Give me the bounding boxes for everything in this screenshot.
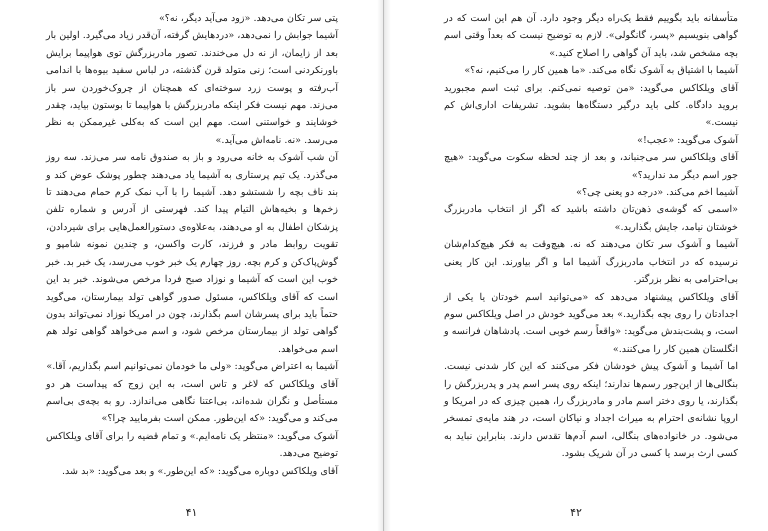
paragraph: آقای ویلکاکس سر می‌جنباند، و بعد از چند لحظه سکوت می‌گوید: «هیچ جور اسم دیگر مد ندارید؟» — [444, 152, 738, 181]
paragraph: آشوک می‌گوید: «منتظر یک نامه‌ایم.» و تمام قضیه را برای آقای ویلکاکس توضیح می‌دهد. — [46, 430, 338, 460]
paragraph: آشیما و آشوک سر تکان می‌دهند که نه. هیچ‌وقت به فکر هیچ‌کدام‌شان نرسیده که در انتخاب مادربزرگ آشیما اما و اگر بیاورند. این کار یعنی بی‌احترامی به نظر بزرگتر. — [444, 239, 738, 286]
paragraph: «اسمی که گوشه‌ی ذهن‌تان داشته باشید که اگر از انتخاب مادربزرگ خوشتان نیامد، جایش بگذارید.» — [444, 204, 738, 233]
page-number: ۴۱ — [185, 506, 198, 519]
paragraph: آشیما با اشتیاق به آشوک نگاه می‌کند. «ما همین کار را می‌کنیم، نه؟» — [464, 65, 738, 77]
paragraph: اما آشیما و آشوک پیش خودشان فکر می‌کنند که این کار شدنی نیست. بنگالی‌ها از این‌جور رسم‌ها ندارند؛ اینکه روی پسر اسم پدر و پدربزرگش را بگذارند، یا روی دختر اسم مادر و مادربزرگ را، همین چیزی که در امریکا و اروپا نشانه‌ی احترام به میراث اجداد و نیاکان است، در هند مایه‌ی تمسخر می‌شود. در خانواده‌های بنگالی، اسم آدم‌ها تقدس دارند. بنابراین نباید به کسی ارث برسد یا کسی در آن شریک بشود. — [444, 361, 738, 460]
paragraph: آشوک می‌گوید: «عجب!» — [637, 134, 738, 146]
right-page-text — [444, 10, 738, 463]
left-page-text — [46, 10, 338, 480]
paragraph: آقای ویلکاکس پیشنهاد می‌دهد که «می‌توانید اسم خودتان یا یکی از اجدادتان را روی بچه بگذارید.» بعد می‌گوید خودش در اصل ویلکاکس سوم است، و پشت‌بندش می‌گوید: «واقعاً رسم خوبی است. پادشاهان فرانسه و انگلستان همین کار را می‌کنند.» — [444, 291, 738, 355]
paragraph: آقای ویلکاکس می‌گوید: «من توصیه نمی‌کنم. برای ثبت اسم مجبورید بروید دادگاه. کلی باید درگیر دستگاه‌ها بشوید. تشریفات اداری‌اش کم نیست.» — [444, 82, 738, 129]
paragraph: آقای ویلکاکس که لاغر و تاس است، به این زوج که پیداست هر دو مستأصل و نگران شده‌اند، بی‌اعتنا نگاهی می‌اندازد. رو به بچه‌ی بی‌اسم می‌کند و می‌گوید: «که این‌طور. ممکن است بفرمایید چرا؟» — [46, 378, 338, 425]
paragraph: آشیما جوابش را نمی‌دهد، «دردهایش گرفته، آن‌قدر زیاد می‌گیرد. اولین بار بعد از زایمان، از نه دل می‌خندند. تصور مادربزرگش توی هواپیما برایش باورنکردنی است؛ زنی متولد قرن گذشته، در لباس سفید بیوه‌ها با اندامی آب‌رفته و پوست زرد سوخته‌ای که همچنان از چروک‌خوردن سر باز می‌زند. مهم نیست فکر اینکه مادربزرگش با هواپیما تا بوستون بیاید، چقدر خوشایند و خواستنی است. مهم این است که به‌کلی غیرممکن به نظر می‌رسد. «نه. نامه‌اش می‌آید.» — [46, 30, 338, 146]
paragraph: آشیما اخم می‌کند. «درجه دو یعنی چی؟» — [576, 187, 738, 199]
right-page — [384, 0, 768, 531]
page-number: ۴۲ — [570, 506, 582, 519]
paragraph: آشیما به اعتراض می‌گوید: «ولی ما خودمان نمی‌توانیم اسم بگذاریم، آقا.» — [46, 361, 338, 373]
paragraph: پتی سر تکان می‌دهد. «زود می‌آید دیگر، نه؟» — [158, 13, 338, 24]
paragraph: متأسفانه باید بگوییم فقط یک‌راه دیگر وجود دارد. آن هم این است که در گواهی بنویسیم «پسر، گانگولی». لازم به توضیح نیست که بعداً وقتی اسم بچه مشخص شد، باید آن گواهی را اصلاح کنید.» — [444, 13, 738, 59]
paragraph: آقای ویلکاکس دوباره می‌گوید: «که این‌طور.» و بعد می‌گوید: «بد شد. — [61, 465, 338, 477]
paragraph: آن شب آشوک به خانه می‌رود و باز به صندوق نامه سر می‌زند. سه روز می‌گذرد. یک تیم پرستاری به آشیما یاد می‌دهند چطور پوشک عوض کند و بند ناف بچه را شستشو دهد. آشیما را با آب نمک کرم حمام می‌دهند تا زخم‌ها و بخیه‌هاش التیام پیدا کند. فهرستی از آدرس و شماره تلفن پزشکان اطفال به او می‌دهند، به‌علاوه‌ی دستورالعمل‌هایی برای شیردادن، تقویت روابط مادر و فرزند، کارت واکسن، و چندین نمونه شامپو و گوش‌پاک‌کن و کرم بچه. روز چهارم یک خبر خوب می‌رسد، یک خبر بد. خبر خوب این است که آشیما و نوزاد صبح فردا مرخص می‌شوند. خبر بد این است که آقای ویلکاکس، مسئول صدور گواهی تولد بیمارستان، می‌گوید حتماً باید برای پسرشان اسم بگذارند، چون در امریکا نوزاد نمی‌تواند بدون گواهی تولد از بیمارستان مرخص شود، و اسم می‌خواهد گواهی تولد هم اسم می‌خواهد. — [46, 152, 338, 355]
